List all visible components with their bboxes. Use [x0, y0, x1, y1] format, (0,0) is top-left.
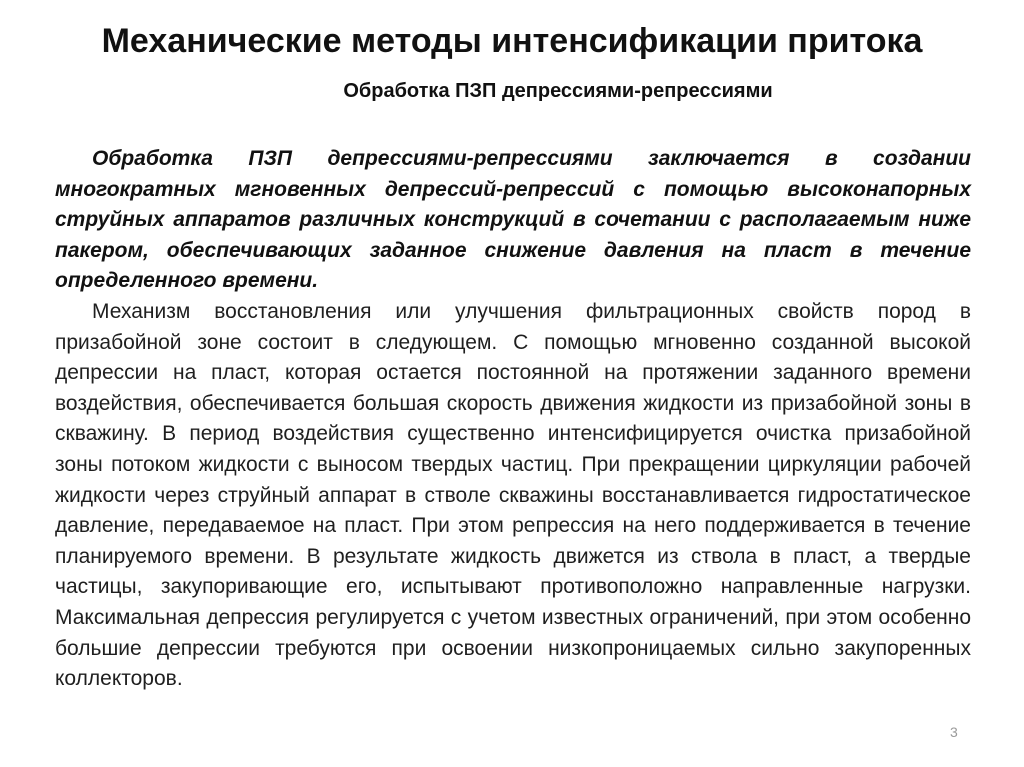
page-number: 3 [950, 724, 958, 740]
slide-title: Механические методы интенсификации притока [101, 22, 923, 60]
mechanism-paragraph: Механизм восстановления или улучшения фильтрационных свойств пород в призабойной зоне состоит в следующем. С помощью мгновенно созданной высокой депрессии на пласт, которая остается постоянной на протяжении заданного времени воздействия, обеспечивается большая скорость движения жидкости из призабойной зоны в скважину. В период воздействия существенно интенсифицируется очистка призабойной зоны потоком жидкости с выносом твердых частиц. При прекращении циркуляции рабочей жидкости через струйный аппарат в стволе скважины восстанавливается гидростатическое давление, передаваемое на пласт. При этом репрессия на него поддерживается в течение планируемого времени. В результате жидкость движется из ствола в пласт, а твердые частицы, закупоривающие его, испытывают противоположно направленные нагрузки. Максимальная депрессия регулируется с учетом известных ограничений, при этом особенно большие депрессии требуются при освоении низкопроницаемых сильно закупоренных коллекторов. [55, 299, 971, 691]
intro-paragraph: Обработка ПЗП депрессиями-репрессиями заключается в создании многократных мгновенных депрессий-репрессий с помощью высоконапорных струйных аппаратов различных конструкций в сочетании с располагаемым ниже пакером, обеспечивающих заданное снижение давления на пласт в течение определенного времени. [55, 147, 971, 293]
slide-body [55, 144, 971, 695]
slide-subtitle: Обработка ПЗП депрессиями-репрессиями [343, 80, 773, 102]
